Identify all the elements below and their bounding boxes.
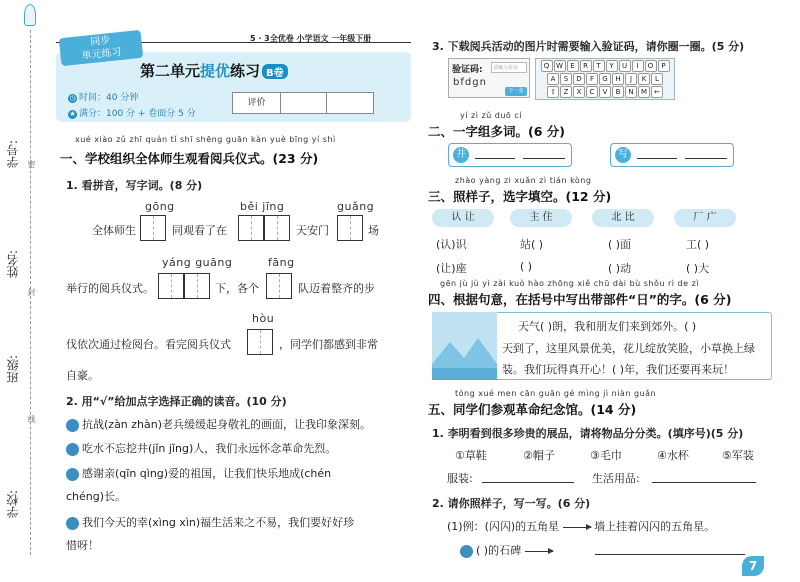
char-pair-bird: 北 比 (592, 209, 654, 227)
score-info (68, 106, 196, 119)
question-1-3: 3. 下载阅兵活动的图片时需要输入验证码，请你圈一圈。(5 分) (432, 40, 745, 53)
answer-line[interactable] (475, 158, 515, 159)
word-group-box (610, 143, 734, 167)
writing-box[interactable] (247, 329, 273, 355)
pinyin-gong: gōng (145, 200, 175, 213)
keyboard-key[interactable]: S (560, 73, 572, 85)
text-line: 队迈着整齐的步 (298, 282, 375, 295)
reading-item (66, 440, 336, 456)
item-option: ③毛巾 (590, 449, 622, 462)
captcha-box (448, 58, 530, 98)
pinyin-guang: guǎng (337, 200, 375, 213)
keyboard-key[interactable]: F (586, 73, 598, 85)
fill-item[interactable]: ( )大 (686, 262, 710, 275)
passage-line: 天到了，这里风景优美，花儿绽放笑脸，小草换上绿 (502, 342, 755, 355)
time-text: 时间：40 分钟 (79, 93, 139, 103)
text-line: ，同学们都感到非常 (279, 338, 378, 351)
passage-line: 天气( )朗，我和朋友们来到郊外。( ) (518, 320, 697, 333)
fill-item: (认)识 (436, 238, 467, 251)
page-number: 7 (742, 556, 764, 576)
mountain-icon (432, 312, 497, 380)
text-line: 自豪。 (66, 369, 99, 382)
pinyin-hou: hòu (252, 312, 275, 325)
text-line: 全体师生 (92, 224, 136, 237)
example-text: 墙上挂着闪闪的五角星。 (594, 520, 716, 533)
keyboard-key[interactable]: W (554, 60, 566, 72)
keyboard-key[interactable]: X (573, 86, 585, 98)
question-5-2: 2. 请你照样子，写一写。(6 分) (432, 497, 591, 510)
passage-line: 装。我们玩得真开心！( )年，我们还要再来玩！ (502, 363, 735, 376)
keyboard-key[interactable]: I (632, 60, 644, 72)
section1-pinyin: xué xiào zǔ zhī quán tǐ shī shēng guān kàn yuè bīng yí shì (75, 135, 336, 144)
child-icon (66, 517, 79, 530)
answer-line[interactable] (652, 482, 756, 483)
reading-text[interactable]: 我们今天的幸(xìng xìn)福生活来之不易，我们要好好珍 (82, 516, 355, 529)
arrow-icon (563, 527, 591, 528)
backspace-key-icon[interactable]: ← (651, 86, 663, 98)
keyboard (535, 58, 675, 100)
title-highlight: 提优 (200, 62, 231, 80)
fill-item[interactable]: ( ) (520, 260, 533, 273)
writing-box[interactable] (266, 273, 292, 299)
char-pair-bird: 主 住 (510, 209, 572, 227)
badge-line: 单元练习 (81, 46, 123, 63)
seal-mark: 封 (27, 288, 36, 296)
question-1-1: 1. 看拼音，写字词。(8 分) (66, 179, 203, 192)
exercise-text[interactable]: ( )的石碑 (476, 544, 522, 557)
section3-pinyin: zhào yàng zi xuǎn zì tián kòng (455, 176, 592, 185)
captcha-label: 验证码: (452, 65, 483, 75)
student-id-label: 学号: (6, 140, 20, 169)
pinyin-yangguang: yáng guāng (162, 256, 233, 269)
reading-text[interactable]: 感谢亲(qīn qìng)爱的祖国，让我们快乐地成(chén (82, 467, 332, 480)
child-icon (66, 419, 79, 432)
keyboard-key[interactable]: P (658, 60, 670, 72)
keyboard-key[interactable]: K (638, 73, 650, 85)
answer-line[interactable] (685, 158, 727, 159)
answer-line[interactable] (523, 158, 565, 159)
section1-title: 一、学校组织全体师生观看阅兵仪式。(23 分) (60, 151, 319, 166)
text-line: 场 (368, 224, 379, 237)
section3-title: 三、照样子，选字填空。(12 分) (428, 189, 612, 204)
writing-box[interactable] (184, 273, 210, 299)
badge-line: 同步 (89, 35, 111, 49)
keyboard-key[interactable]: Y (606, 60, 618, 72)
keyboard-key[interactable]: M (638, 86, 650, 98)
reading-item (66, 416, 371, 432)
page-title (140, 60, 288, 81)
example-line (447, 518, 715, 534)
section2-title: 二、一字组多词。(6 分) (428, 124, 565, 139)
answer-line[interactable] (482, 482, 574, 483)
section5-pinyin: tóng xué men cān guān gé mìng jì niàn guǎn (455, 389, 657, 398)
char-pair-bird: 厂 广 (674, 209, 736, 227)
section4-title: 四、根据句意，在括号中写出带部件“日”的字。(6 分) (428, 292, 732, 307)
reading-item (66, 514, 354, 530)
section5-title: 五、同学们参观革命纪念馆。(14 分) (428, 402, 637, 417)
writing-box[interactable] (337, 215, 363, 241)
name-label: 姓名: (6, 250, 20, 279)
text-line: 伐依次通过检阅台。看完阅兵仪式 (66, 338, 231, 351)
keyboard-key[interactable]: O (645, 60, 657, 72)
keyboard-key[interactable]: A (547, 73, 559, 85)
keyboard-key[interactable]: D (573, 73, 585, 85)
keyboard-key[interactable]: J (625, 73, 637, 85)
evaluation-cell[interactable] (281, 93, 327, 113)
evaluation-cell[interactable] (327, 93, 373, 113)
answer-line[interactable] (595, 554, 745, 555)
section4-pinyin: gēn jù jù yì zài kuò hào zhōng xiě chū dài bù shǒu rì de zì (440, 279, 700, 288)
time-info (68, 90, 138, 103)
seal-mark: 密 (27, 160, 36, 168)
star-icon: ★ (69, 110, 76, 118)
item-option: ⑤军装 (722, 449, 754, 462)
char-pair-bird: 认 让 (432, 209, 494, 227)
answer-line[interactable] (637, 158, 677, 159)
landscape-image (432, 312, 497, 380)
writing-box[interactable] (158, 273, 184, 299)
captcha-input[interactable]: 请输入验证 (491, 62, 527, 73)
reading-text[interactable]: 惜呀！ (66, 539, 99, 552)
section2-pinyin: yí zì zǔ duō cí (460, 111, 522, 120)
school-label: 学校: (6, 490, 20, 519)
question-1-2: 2. 用“√”给加点字选择正确的读音。(10 分) (66, 395, 287, 408)
text-line: 举行的阅兵仪式。 (66, 282, 154, 295)
child-icon (66, 468, 79, 481)
fill-item[interactable]: ( )面 (608, 238, 632, 251)
item-option: ②帽子 (523, 449, 555, 462)
keyboard-key[interactable]: G (599, 73, 611, 85)
evaluation-label: 评价 (233, 93, 281, 113)
example-text: (1)例：(闪闪)的五角星 (447, 520, 560, 533)
rocket-icon (24, 4, 36, 26)
clock-icon: ◷ (69, 94, 76, 102)
class-label: 班级: (6, 355, 20, 384)
reading-text[interactable]: chéng)长。 (66, 490, 127, 503)
question-5-1: 1. 李明看到很多珍贵的展品，请将物品分分类。(填序号)(5 分) (432, 427, 744, 440)
text-line: 天安门 (296, 224, 329, 237)
shift-key-icon[interactable]: ⇧ (547, 86, 559, 98)
title-part: 第二单元 (140, 62, 201, 80)
full-score-text: 满分：100 分 + 卷面分 5 分 (79, 109, 196, 119)
fill-item: (让)座 (436, 262, 467, 275)
writing-box[interactable] (140, 215, 166, 241)
keyboard-key[interactable]: L (651, 73, 663, 85)
keyboard-key[interactable]: B (612, 86, 624, 98)
writing-box[interactable] (238, 215, 264, 241)
keyboard-key[interactable]: H (612, 73, 624, 85)
seal-mark: 线 (27, 415, 36, 423)
captcha-code: bfdgn (453, 77, 487, 88)
fill-item[interactable]: 工( ) (686, 238, 710, 251)
keyboard-key[interactable]: U (619, 60, 631, 72)
reading-text[interactable]: 抗战(zàn zhàn)老兵缓缓起身敬礼的画面，让我印象深刻。 (82, 418, 372, 431)
text-line: 同观看了在 (172, 224, 227, 237)
pinyin-fang: fāng (268, 256, 295, 269)
item-option: ④水杯 (657, 449, 689, 462)
category-label: 生活用品: (592, 472, 640, 485)
exercise-line (460, 542, 553, 558)
keyboard-key[interactable]: Z (560, 86, 572, 98)
fill-item[interactable]: 站( ) (520, 238, 544, 251)
keyboard-key[interactable]: Q (541, 60, 553, 72)
item-option: ①草鞋 (455, 449, 487, 462)
text-line: 下，各个 (215, 282, 259, 295)
keyboard-key[interactable]: N (625, 86, 637, 98)
child-icon (66, 443, 79, 456)
category-label: 服装: (447, 472, 473, 485)
keyboard-key[interactable]: E (567, 60, 579, 72)
reading-item (66, 465, 331, 481)
child-icon (460, 545, 473, 558)
captcha-refresh-button[interactable]: 下一张 (505, 87, 527, 96)
reading-text[interactable]: 吃水不忘挖井(jǐn jǐng)人，我们永远怀念革命先烈。 (82, 442, 337, 455)
book-title: 5 · 3全优卷 小学语文 一年级下册 (250, 34, 372, 43)
keyboard-key[interactable]: R (580, 60, 592, 72)
char-badge: 井 (453, 147, 469, 163)
evaluation-box (232, 92, 374, 114)
char-badge: 写 (615, 147, 631, 163)
arrow-icon (525, 551, 553, 552)
fill-item[interactable]: ( )动 (608, 262, 632, 275)
pinyin-beijing: běi jīng (240, 200, 285, 213)
title-part: 练习 (230, 62, 261, 80)
binding-margin (0, 0, 56, 582)
word-group-box (448, 143, 572, 167)
keyboard-key[interactable]: T (593, 60, 605, 72)
level-tag: B卷 (262, 64, 288, 79)
writing-box[interactable] (264, 215, 290, 241)
keyboard-key[interactable]: C (586, 86, 598, 98)
keyboard-key[interactable]: V (599, 86, 611, 98)
